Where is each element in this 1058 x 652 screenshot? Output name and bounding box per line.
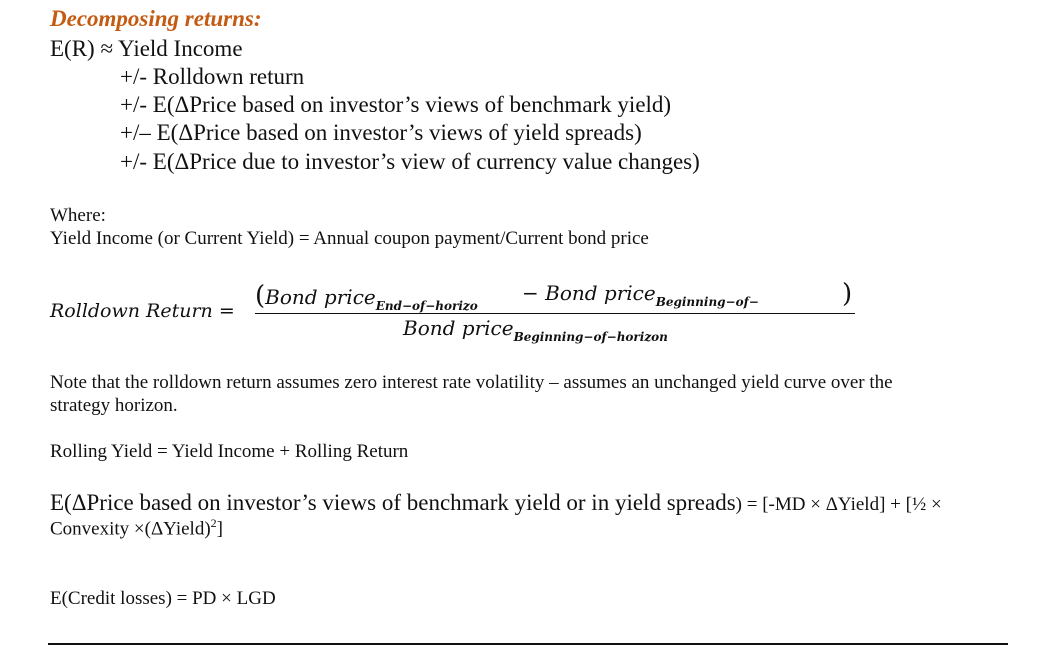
numerator-term-1: Bond price (265, 285, 376, 309)
rolling-yield: Rolling Yield = Yield Income + Rolling Return (50, 441, 409, 462)
open-paren: ( (255, 281, 266, 311)
closing-bracket: ] (216, 518, 223, 540)
where-label: Where: (50, 205, 106, 226)
note-line-1: Note that the rolldown return assumes zero interest rate volatility – assumes an unchanged yield curve over the (50, 372, 893, 393)
decomposition-item: +/- E(ΔPrice based on investor’s views of benchmark yield) (120, 92, 672, 117)
credit-losses: E(Credit losses) = PD × LGD (50, 588, 276, 609)
yield-income-definition: Yield Income (or Current Yield) = Annual coupon payment/Current bond price (50, 228, 649, 249)
decomposition-item: +/– E(ΔPrice based on investor’s views of yield spreads) (120, 120, 642, 145)
heading: Decomposing returns: (50, 6, 262, 31)
denominator-subscript: Beginning−of−horizon (513, 330, 668, 344)
decomposition-item: +/- Rolldown return (120, 64, 305, 89)
close-paren: ) (842, 279, 853, 309)
price-change-large: E(ΔPrice based on investor’s views of benchmark yield or in yield spreads (50, 490, 736, 515)
fraction-bar (255, 313, 855, 314)
convexity-term: Convexity ×(ΔYield) (50, 518, 211, 540)
denominator-term: Bond price (403, 316, 514, 340)
exponent: 2 (210, 516, 217, 530)
bottom-rule (48, 643, 1008, 645)
rolldown-numerator (255, 281, 478, 313)
rolldown-lhs: Rolldown Return = (50, 300, 235, 322)
note-line-2: strategy horizon. (50, 395, 178, 416)
price-change-line-1 (50, 490, 942, 516)
decomposition-first-line: E(R) ≈ Yield Income (50, 36, 243, 61)
price-change-line-2 (50, 516, 223, 540)
rolldown-numerator-second (522, 281, 759, 309)
rolldown-denominator (403, 316, 668, 344)
numerator-term-2: Bond price (545, 281, 656, 305)
numerator-subscript-2: Beginning−of− (655, 295, 759, 309)
numerator-subscript-1: End−of−horizo (375, 299, 478, 313)
decomposition-item: +/- E(ΔPrice due to investor’s view of currency value changes) (120, 149, 700, 174)
minus-sign: − (522, 281, 539, 305)
price-change-small: ) = [-MD × ΔYield] + [½ × (735, 494, 942, 515)
close-paren-wrap (842, 279, 852, 309)
